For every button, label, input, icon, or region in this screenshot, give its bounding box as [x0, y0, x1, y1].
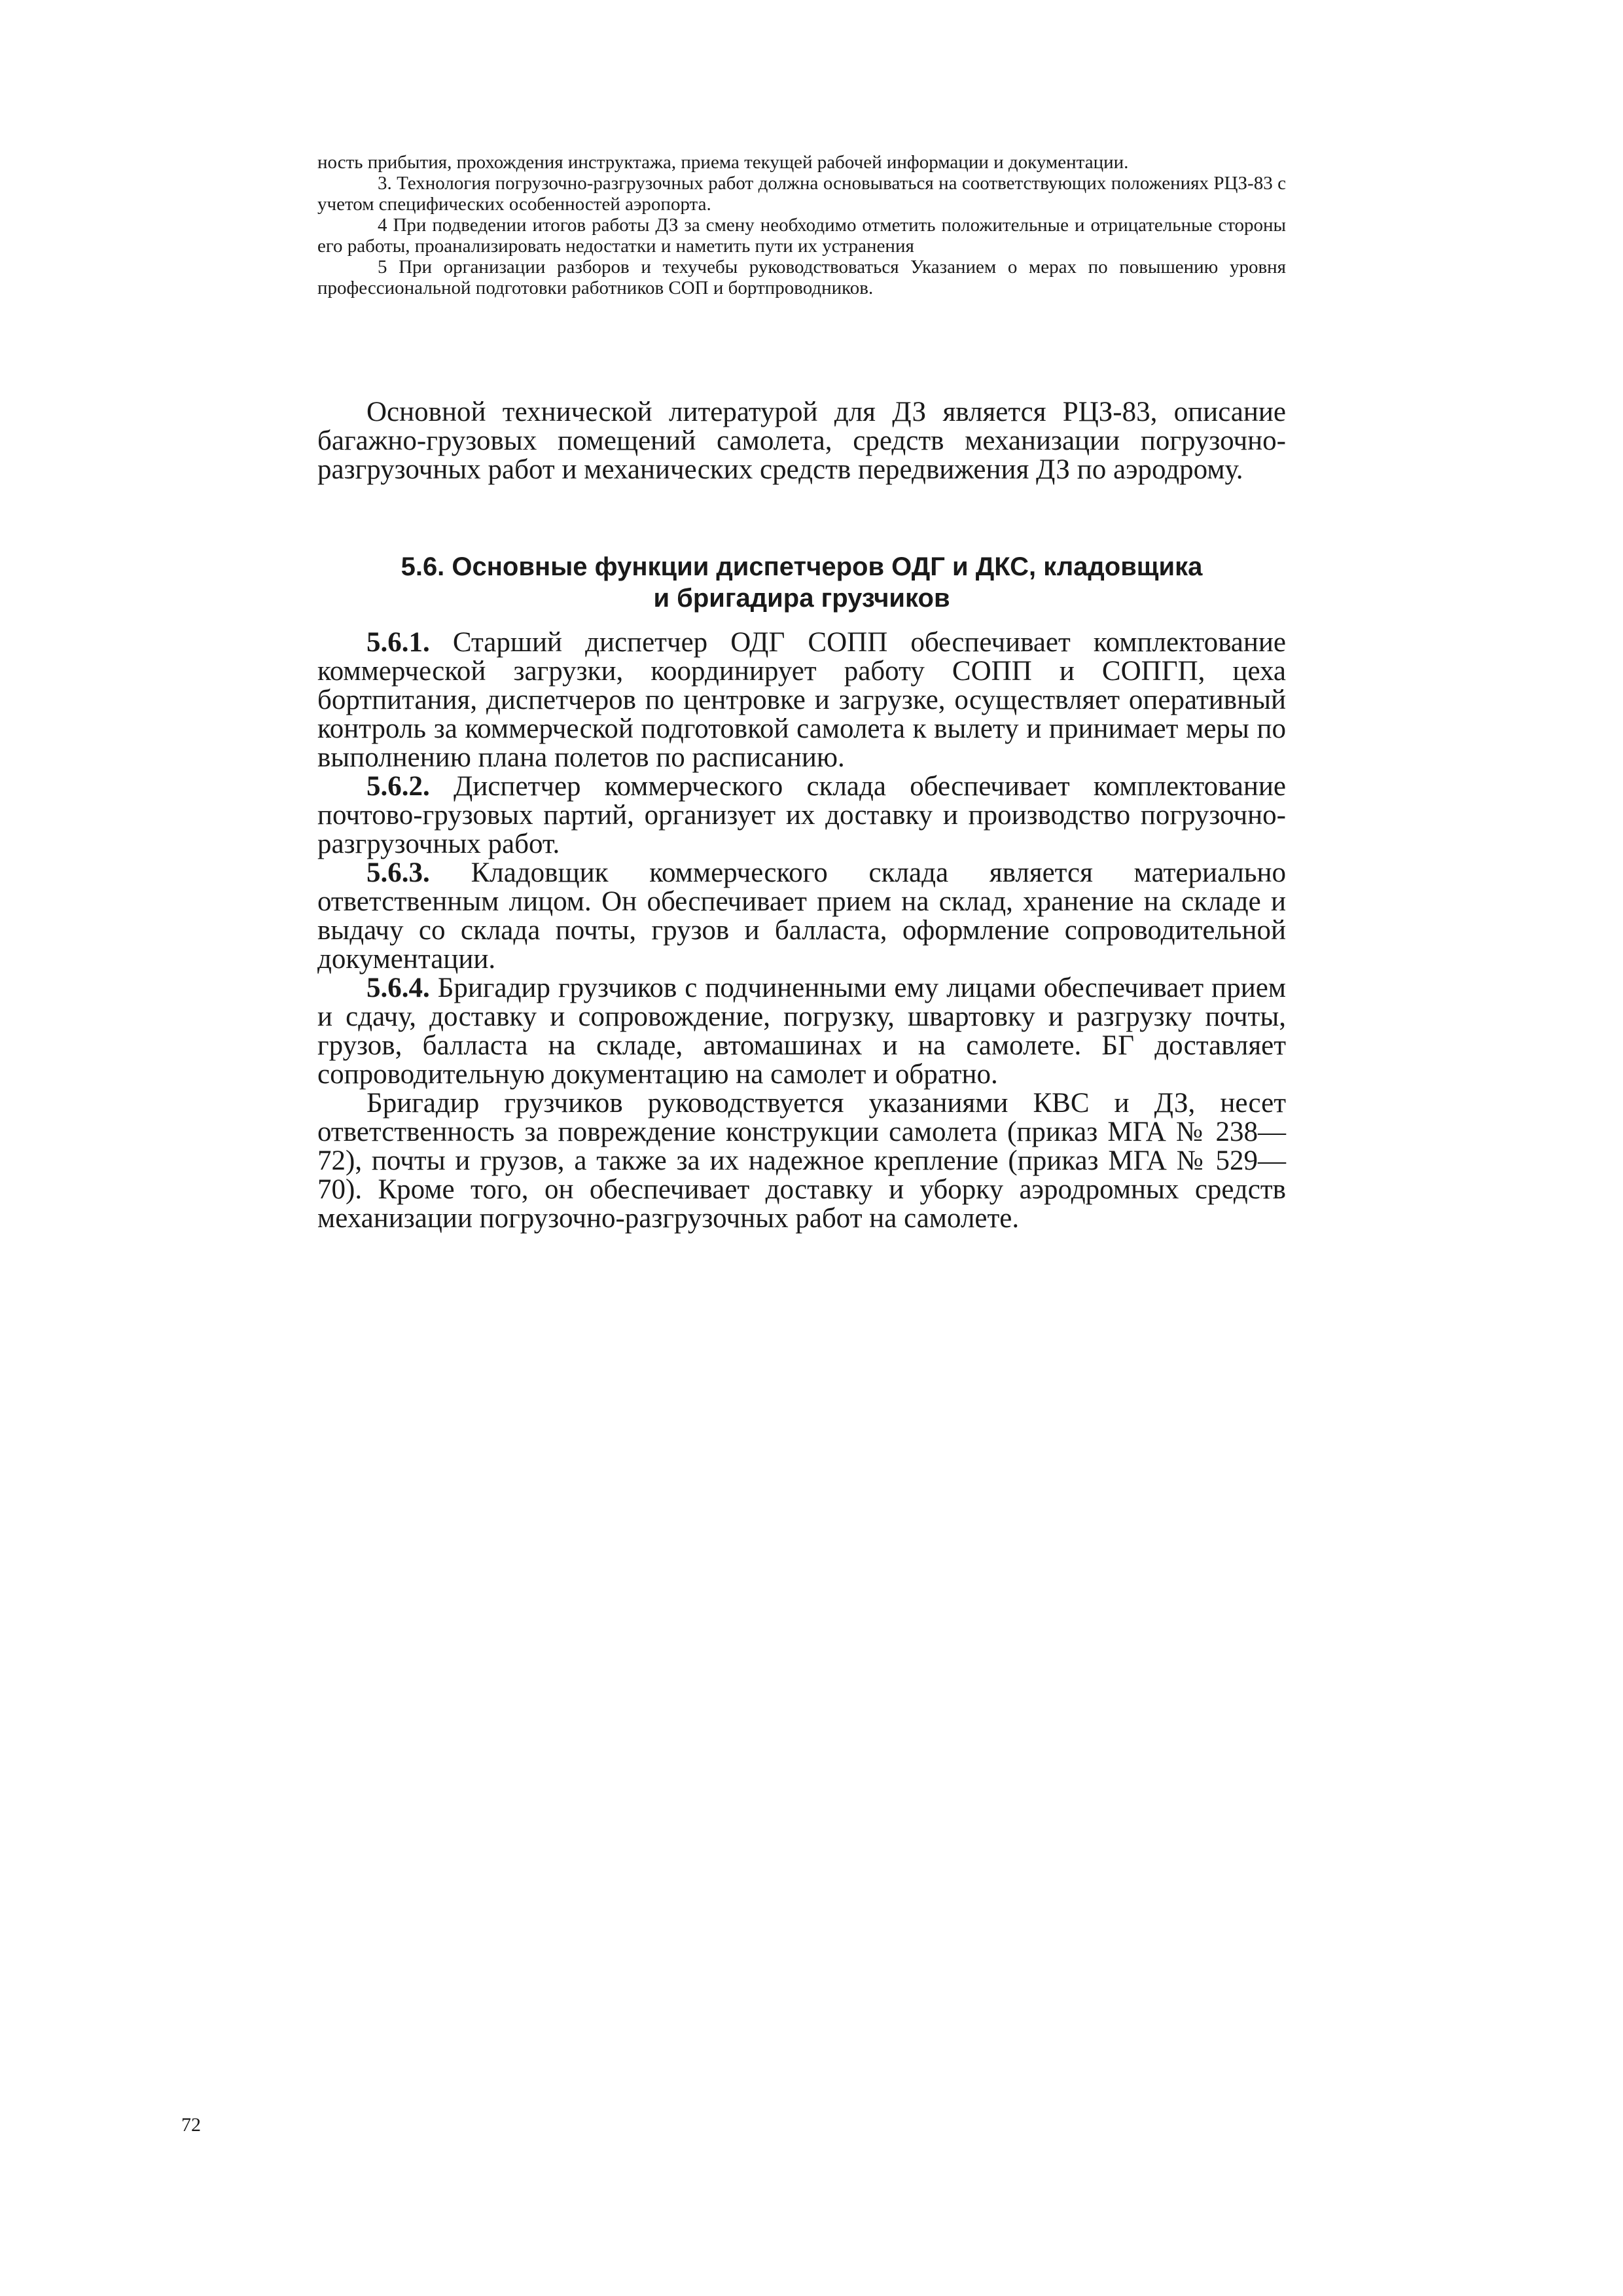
section-heading [317, 551, 1286, 614]
paragraph-5-6-3 [317, 859, 1286, 974]
paragraph-number: 5.6.4. [366, 973, 430, 1003]
paragraph-number: 5.6.2. [366, 771, 430, 802]
paragraph-text: Старший диспетчер ОДГ СОПП обеспечивает комплектование коммерческой загрузки, координирует работу СОПП и СОПГП, цеха бортпитания, диспетчеров по центровке и загрузке, осуществляет оперативный контроль за коммерческой подготовкой самолета к вылету и принимает меры по выполнению плана полетов по расписанию. [317, 627, 1287, 773]
intro-paragraph-block [317, 398, 1286, 484]
paragraph-text: Бригадир грузчиков руководствуется указаниями КВС и ДЗ, несет ответственность за повреждение конструкции самолета (приказ МГА № 238—72), почты и грузов, а также за их надежное крепление (приказ МГА № 529—70). Кроме того, он обеспечивает доставку и уборку аэродромных средств механизации погрузочно-разгрузочных работ на самолете. [317, 1088, 1286, 1234]
paragraph-5-6-4 [317, 974, 1286, 1089]
page-number: 72 [181, 2114, 201, 2136]
paragraph-number: 5.6.3. [366, 857, 430, 888]
paragraph-number: 5.6.1. [366, 627, 430, 658]
footnotes-block [317, 152, 1286, 298]
footnote-3: 3. Технология погрузочно-разгрузочных работ должна основываться на соответствующих положениях РЦЗ-83 с учетом специфических особенностей аэропорта. [317, 173, 1286, 215]
footnote-5: 5 При организации разборов и техучебы руководствоваться Указанием о мерах по повышению уровня профессиональной подготовки работников СОП и бортпроводников. [317, 257, 1286, 298]
intro-paragraph: Основной технической литературой для ДЗ является РЦЗ-83, описание багажно-грузовых помещений самолета, средств механизации погрузочно-разгрузочных работ и механических средств передвижения ДЗ по аэродрому. [317, 397, 1286, 485]
paragraph-text: Кладовщик коммерческого склада является материально ответственным лицом. Он обеспечивает прием на склад, хранение на складе и выдачу со склада почты, грузов и балласта, оформление сопроводительной документации. [317, 857, 1286, 975]
paragraph-5-6-2 [317, 772, 1286, 859]
section-title-line1: 5.6. Основные функции диспетчеров ОДГ и ДКС, кладовщика [401, 552, 1203, 581]
footnote-continuation: ность прибытия, прохождения инструктажа, приема текущей рабочей информации и документации. [317, 152, 1129, 173]
paragraph-text: Бригадир грузчиков с подчиненными ему лицами обеспечивает прием и сдачу, доставку и сопровождение, погрузку, швартовку и разгрузку почты, грузов, балласта на складе, автомашинах и на самолете. БГ доставляет сопроводительную документацию на самолет и обратно. [317, 973, 1287, 1090]
paragraph-5-6-1 [317, 628, 1286, 772]
footnote-4: 4 При подведении итогов работы ДЗ за смену необходимо отметить положительные и отрицательные стороны его работы, проанализировать недостатки и наметить пути их устранения [317, 215, 1286, 257]
paragraph-text: Диспетчер коммерческого склада обеспечивает комплектование почтово-грузовых партий, организует их доставку и производство погрузочно-разгрузочных работ. [317, 771, 1287, 859]
section-title-line2: и бригадира грузчиков [653, 584, 950, 613]
section-body [317, 628, 1286, 1233]
paragraph-brigadier [317, 1089, 1286, 1233]
